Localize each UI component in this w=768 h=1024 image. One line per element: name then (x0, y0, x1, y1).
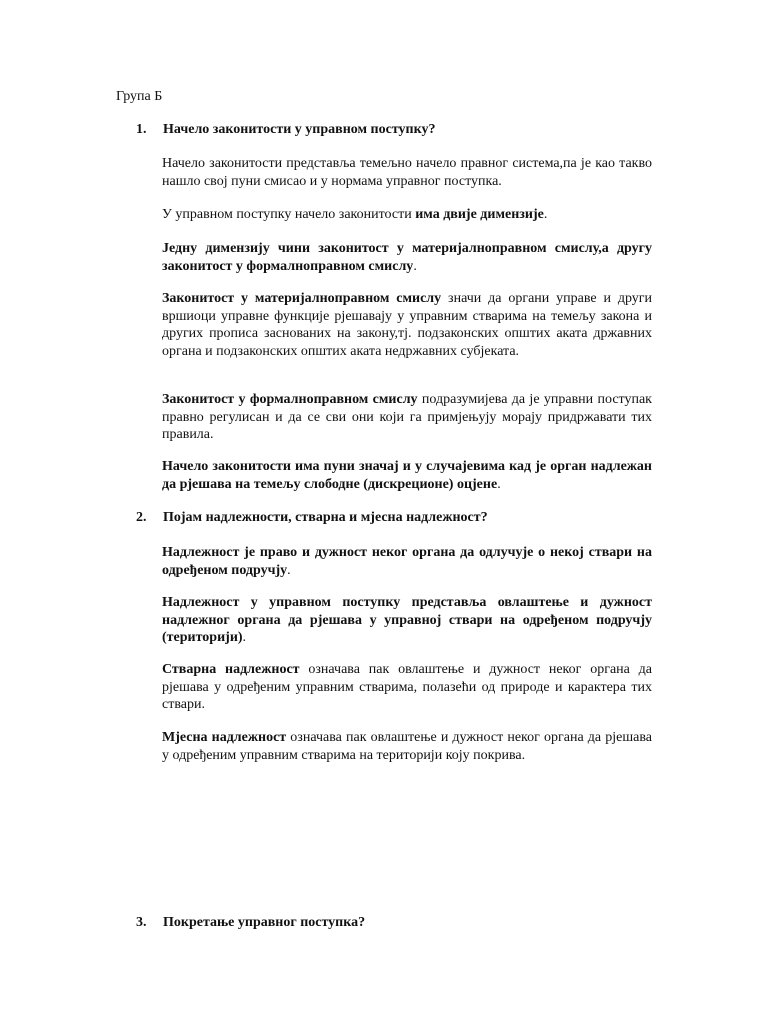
paragraph-3: Једну димензију чини законитост у материјалноправном смислу,а другу законитост у формалноправном смислу. (162, 241, 652, 274)
paragraph-4: Законитост у материјалноправном смислу значи да органи управе и други вршиоци управне функције рјешавају у управним стварима на темељу закона и других прописа заснованих на закону,тј. подзаконских општих аката државних органа и подзаконских општих аката недржавних субјеката. (162, 291, 652, 359)
paragraph-10: Мјесна надлежност означава пак овлаштење и дужност неког органа да рјешава у одређеним управним стварима на територији коју покрива. (162, 730, 652, 763)
question-3-heading (136, 914, 365, 932)
question-3-title: Покретање управног поступка? (163, 915, 366, 930)
paragraph-6: Начело законитости има пуни значај и у случајевима кад је орган надлежан да рјешава на темељу слободне (дискреционе) оцјене. (162, 459, 652, 492)
question-2-title: Појам надлежности, стварна и мјесна надлежност? (163, 510, 488, 525)
paragraph-1: Начело законитости представља темељно начело правног система,па је као такво нашло свој пуни смисао и у нормама управног поступка. (162, 156, 652, 189)
group-label: Група Б (116, 89, 163, 104)
question-3-number: 3. (136, 915, 147, 930)
question-2-number: 2. (136, 510, 147, 525)
question-1-title: Начело законитости у управном поступку? (163, 122, 436, 137)
paragraph-8: Надлежност у управном поступку представља овлаштење и дужност надлежног органа да рјешава у управној ствари на одређеном подручју (територији). (162, 595, 652, 645)
paragraph-2: У управном поступку начело законитости има двије димензије. (162, 207, 548, 222)
paragraph-7: Надлежност је право и дужност неког органа да одлучује о некој ствари на одређеном подручју. (162, 545, 652, 578)
question-2-heading (136, 509, 488, 527)
paragraph-5: Законитост у формалноправном смислу подразумијева да је управни поступак правно регулисан и да се сви они који га примјењују морају придржавати тих правила. (162, 392, 652, 442)
paragraph-9: Стварна надлежност означава пак овлаштење и дужност неког органа да рјешава у одређеним управним стварима, полазећи од природе и карактера тих ствари. (162, 662, 653, 712)
question-1-number: 1. (136, 122, 147, 137)
question-1-heading (136, 121, 435, 139)
